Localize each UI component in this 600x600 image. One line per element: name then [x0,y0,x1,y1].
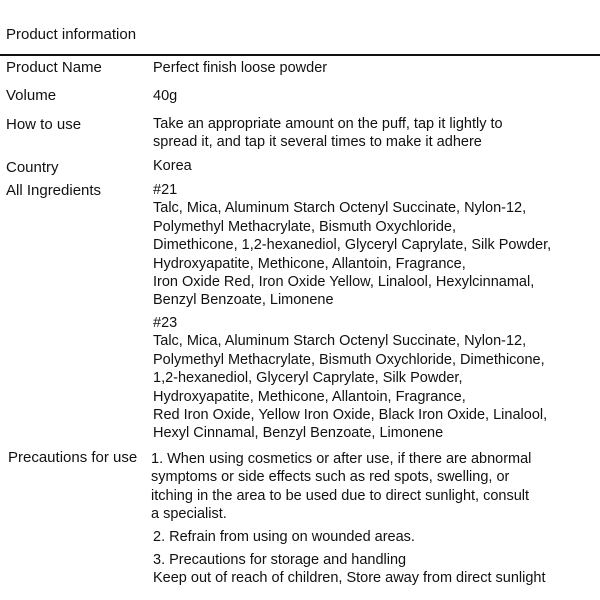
ingredient-line: Polymethyl Methacrylate, Bismuth Oxychloride, Dimethicone, [153,351,545,368]
precaution-line: itching in the area to be used due to direct sunlight, consult [151,487,530,504]
volume-label: Volume [6,87,57,104]
precaution-item-1 [151,450,531,524]
section-title: Product information [6,26,137,43]
precaution-item-3 [153,551,546,588]
ingredients-shade-23 [153,314,547,443]
ingredient-line: Dimethicone, 1,2-hexanediol, Glyceryl Caprylate, Silk Powder, [153,237,552,254]
product-name-value: Perfect finish loose powder [153,60,328,76]
ingredient-line: Hexyl Cinnamal, Benzyl Benzoate, Limonene [153,425,444,442]
precaution-line: 2. Refrain from using on wounded areas. [153,529,415,545]
precaution-item-2 [153,528,415,546]
precautions-label: Precautions for use [8,449,138,466]
ingredient-line: Iron Oxide Red, Iron Oxide Yellow, Linalool, Hexylcinnamal, [153,274,535,291]
precaution-line: 3. Precautions for storage and handling [153,552,407,568]
how-to-use-text [153,115,503,152]
ingredient-line: Talc, Mica, Aluminum Starch Octenyl Succinate, Nylon-12, [153,333,527,350]
precaution-line: Keep out of reach of children, Store away from direct sunlight [153,570,546,587]
ingredient-line: Talc, Mica, Aluminum Starch Octenyl Succinate, Nylon-12, [153,200,527,217]
ingredient-line: Benzyl Benzoate, Limonene [153,292,334,309]
ingredient-line: Polymethyl Methacrylate, Bismuth Oxychloride, [153,218,456,235]
ingredient-line: Hydroxyapatite, Methicone, Allantoin, Fragrance, [153,388,466,405]
precaution-line: a specialist. [151,506,227,523]
ingredients-shade-21 [153,181,551,310]
ingredient-line: Hydroxyapatite, Methicone, Allantoin, Fragrance, [153,255,466,272]
ingredient-line: Red Iron Oxide, Yellow Iron Oxide, Black Iron Oxide, Linalool, [153,407,548,424]
precaution-line: symptoms or side effects such as red spots, swelling, or [151,469,510,486]
country-value: Korea [153,158,192,174]
how-to-use-line: Take an appropriate amount on the puff, tap it lightly to [153,116,503,132]
volume-value: 40g [153,88,178,104]
how-to-use-line: spread it, and tap it several times to make it adhere [153,134,482,151]
ingredients-label: All Ingredients [6,182,102,199]
country-label: Country [6,159,59,176]
precaution-line: 1. When using cosmetics or after use, if there are abnormal [151,451,532,467]
shade-23-title: #23 [153,315,178,331]
divider [0,54,600,56]
product-name-label: Product Name [6,59,102,76]
shade-21-title: #21 [153,182,178,198]
ingredient-line: 1,2-hexanediol, Glyceryl Caprylate, Silk Powder, [153,370,463,387]
how-to-use-label: How to use [6,116,82,133]
